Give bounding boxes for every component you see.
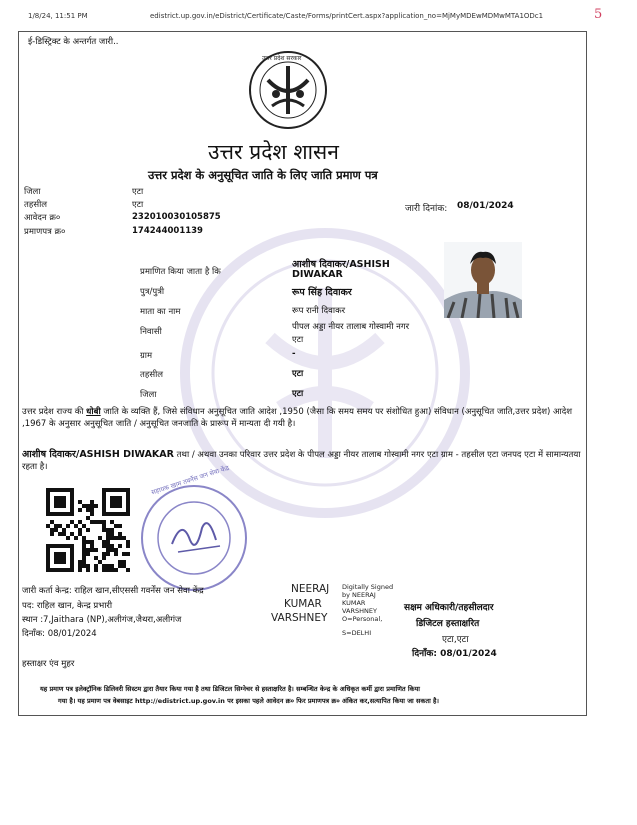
certificate-title: उत्तर प्रदेश के अनुसूचित जाति के लिए जाति प्रमाण पत्र (148, 168, 378, 182)
district-label: जिला (24, 187, 41, 197)
signer-name-2: KUMAR (284, 598, 322, 610)
certificate-no-value: 174244001139 (132, 226, 203, 236)
seal-text: उत्तर प्रदेश सरकार (262, 55, 302, 62)
issuer-date: दिनाँक: 08/01/2024 (22, 629, 97, 639)
village-value: - (292, 349, 296, 359)
issued-under: ई-डिस्ट्रिक्ट के अन्तर्गत जारी.. (28, 37, 119, 47)
residence-statement: आशीष दिवाकर/ASHISH DIWAKAR तथा / अथवा उनका परिवार उत्तर प्रदेश के पीपल अड्डा नीयर तालाब गोस्वामी नगर एटा ग्राम - तहसील एटा जनपद एटा में सामान्यतया रहता है। (22, 449, 581, 472)
application-no-value: 232010030105875 (132, 212, 221, 222)
district-value: एटा (132, 187, 144, 197)
certificate-no-label: प्रमाणपत्र क्र० (24, 227, 66, 237)
signer-name-1: NEERAJ (291, 583, 330, 595)
footer-note-line1: यह प्रमाण पत्र इलेक्ट्रॉनिक डिलिवरी सिस्टम द्वारा तैयार किया गया है तथा डिजिटल सिग्नेचर से हस्ताक्षरित है। सम्बन्धित केन्द्र के अधिकृत कर्मी द्वारा प्रमाणित किया (40, 685, 420, 693)
applicant-name-line2: DIWAKAR (292, 269, 343, 280)
government-title: उत्तर प्रदेश शासन (208, 140, 339, 164)
issuing-kendra: जारी कर्ता केन्द्र: राहिल खान,सीएससी गवर्नेंस जन सेवा केंद्र (22, 586, 204, 596)
district-detail-value: एटा (292, 389, 304, 399)
certify-label: प्रमाणित किया जाता है कि (140, 267, 221, 277)
issue-date-value: 08/01/2024 (457, 201, 514, 211)
issue-date-label: जारी दिनांक: (405, 204, 448, 214)
mother-name: रूप रानी दिवाकर (292, 306, 346, 316)
qr-code (46, 488, 130, 572)
caste-statement: उत्तर प्रदेश राज्य की धोबी जाति के व्यक्ति हैं, जिसे संविधान अनुसूचित जाति आदेश ,1950 (जैसा कि समय समय पर संशोधित हुआ) संविधान (अनुसूचित जाति,उत्तर प्रदेश) आदेश ,1967 के अनुसार अनुसूचित जाति / अनुसूचित जनजाति के प्रारूप में मान्यता दी गयी है। (22, 407, 573, 429)
resident-label: निवासी (140, 327, 162, 337)
tehsil-value: एटा (132, 200, 144, 210)
up-government-seal-icon (248, 50, 328, 130)
authority-designation: सक्षम अधिकारी/तहसीलदार (404, 603, 494, 613)
father-name: रूप सिंह दिवाकर (292, 287, 352, 298)
handwritten-mark: 5 (594, 7, 603, 22)
digital-signature-details: Digitally Signed by NEERAJ KUMAR VARSHNEY O=Personal, S=DELHI (342, 583, 394, 637)
applicant-photo (444, 242, 522, 318)
sign-seal-label: हस्ताक्षर एंव मुहर (22, 659, 75, 669)
applicant-name-line1: आशीष दिवाकर/ASHISH (292, 259, 390, 270)
district-detail-label: जिला (140, 390, 157, 400)
caste-name: धोबी (86, 407, 101, 417)
tehsil-label: तहसील (24, 200, 48, 210)
signer-name-3: VARSHNEY (271, 612, 328, 624)
issuer-place: स्थान :7,Jaithara (NP),अलीगंज,जैथरा,अलीगंज (22, 615, 182, 625)
authority-signature-label: डिजिटल हस्ताक्षरित (416, 619, 480, 629)
tehsil-detail-label: तहसील (140, 370, 164, 380)
authority-date: दिनाँक: 08/01/2024 (412, 649, 497, 659)
footer-note-line2: गया है। यह प्रमाण पत्र वेबसाइट http://edistrict.up.gov.in पर इसका पहले आवेदन क्र० फिर प्रमाणपत्र क्र० अंकित कर,सत्यापित किया जा सकता है। (58, 697, 439, 705)
official-seal-icon (138, 482, 250, 594)
resident-line1: पीपल अड्डा नीयर तालाब गोस्वामी नगर (292, 322, 410, 332)
resident-line2: एटा (292, 335, 304, 345)
application-no-label: आवेदन क्र० (24, 213, 61, 223)
mother-label: माता का नाम (140, 307, 181, 317)
applicant-name-bold: आशीष दिवाकर/ASHISH DIWAKAR (22, 449, 174, 460)
print-datetime: 1/8/24, 11:51 PM (28, 12, 88, 20)
issuer-post: पद: राहिल खान, केन्द्र प्रभारी (22, 601, 113, 611)
village-label: ग्राम (140, 351, 153, 361)
tehsil-detail-value: एटा (292, 369, 304, 379)
relation-label: पुत्र/पुत्री (140, 287, 165, 297)
official-seal-text: सहायक खाम तवर्नेस जन सेवा केंद्र (150, 463, 231, 497)
print-url: edistrict.up.gov.in/eDistrict/Certificate/Caste/Forms/printCert.aspx?application_no=MjMyMDEwMDMwMTA1ODc1 (150, 12, 544, 20)
authority-place: एटा,एटा (442, 635, 469, 645)
